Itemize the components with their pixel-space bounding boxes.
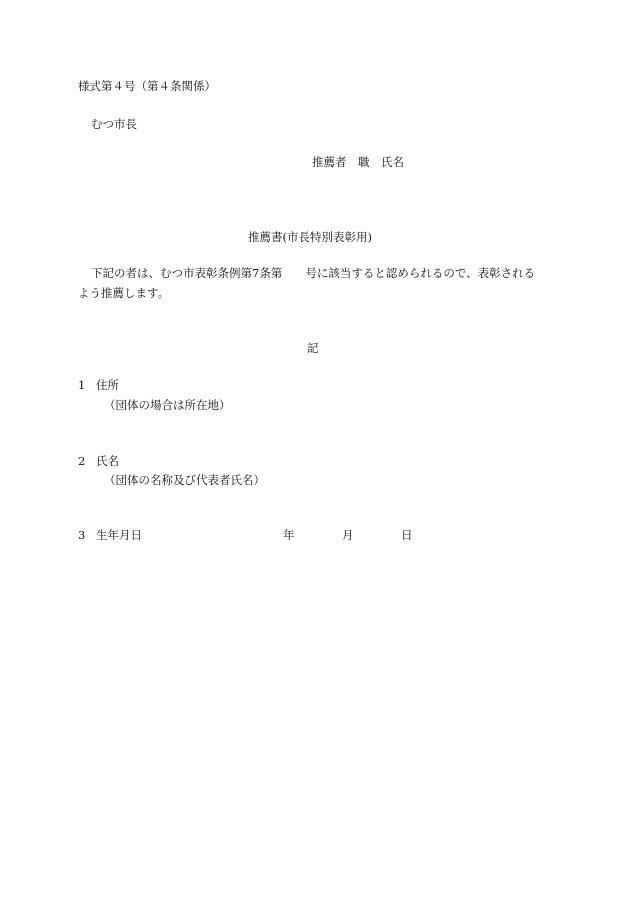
recommender-line: 推薦者 職 氏名 <box>312 155 404 169</box>
birthdate-day-label: 日 <box>401 528 413 542</box>
birthdate-month-label: 月 <box>342 528 354 542</box>
ki-heading: 記 <box>307 341 319 355</box>
body-text-line-1: 下記の者は、むつ市表彰条例第7条第 号に該当すると認められるので、表彰される <box>91 266 536 280</box>
body-text-line-2: よう推薦します。 <box>78 286 170 300</box>
item-number: 2 <box>78 454 86 468</box>
birthdate-year-label: 年 <box>283 528 295 542</box>
item-label-address: 住所 <box>96 378 119 392</box>
item-number: 1 <box>78 378 86 392</box>
item-number: 3 <box>78 528 86 542</box>
document-title: 推薦書(市長特別表彰用) <box>248 230 372 244</box>
item-note-address: （団体の場合は所在地） <box>104 398 231 412</box>
item-note-name: （団体の名称及び代表者氏名） <box>104 473 265 487</box>
item-label-birthdate: 生年月日 <box>96 528 142 542</box>
form-number: 様式第４号（第４条関係） <box>78 79 216 93</box>
item-label-name: 氏名 <box>96 454 119 468</box>
addressee: むつ市長 <box>91 117 137 131</box>
